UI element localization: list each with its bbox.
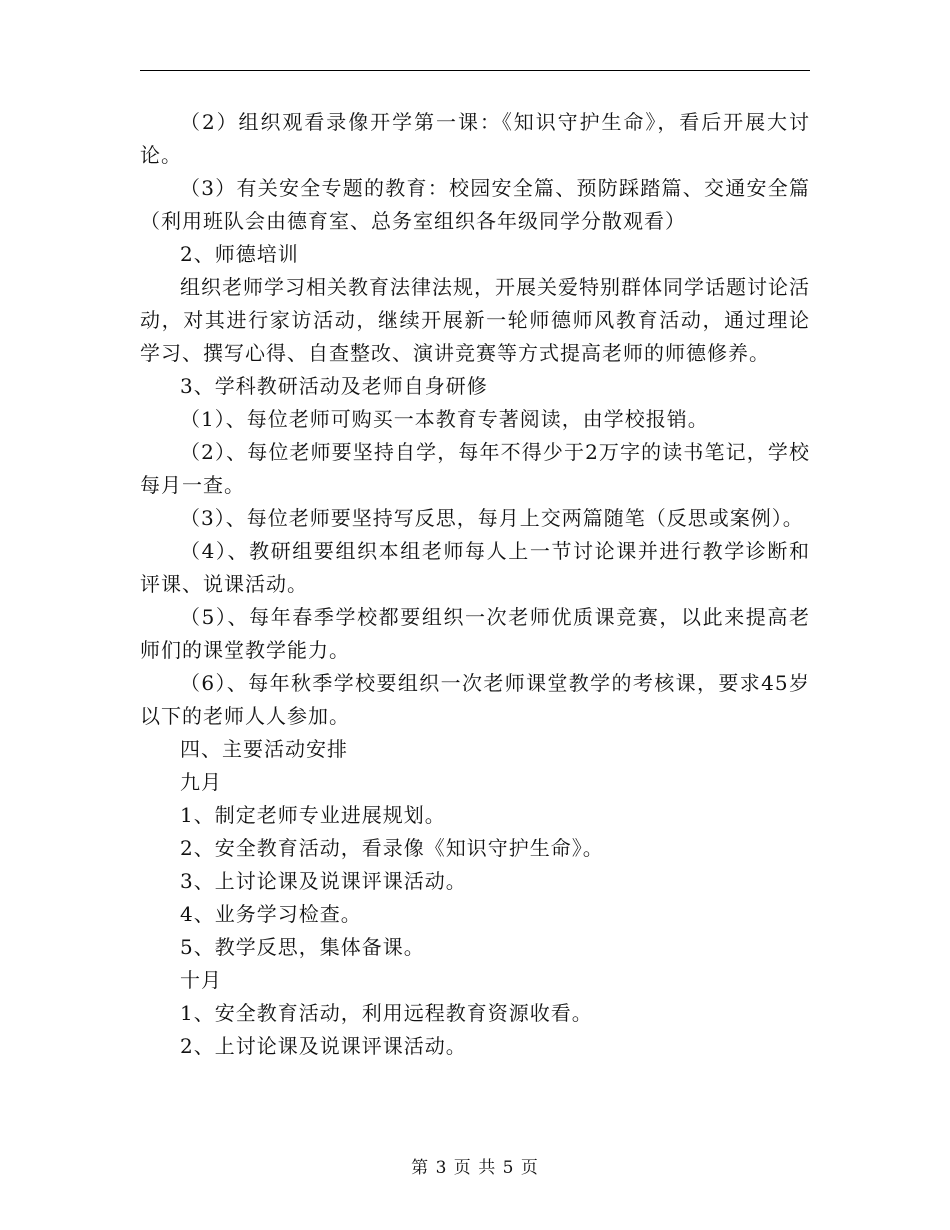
list-item: 3、上讨论课及说课评课活动。 (180, 869, 467, 893)
paragraph: （3）、每位老师要坚持写反思，每月上交两篇随笔（反思或案例）。 (180, 506, 804, 530)
month-heading: 十月 (180, 968, 222, 992)
list-item: 2、上讨论课及说课评课活动。 (180, 1034, 467, 1058)
page-number-footer: 第 3 页 共 5 页 (411, 1158, 539, 1178)
list-item: 2、安全教育活动，看录像《知识守护生命》。 (180, 836, 604, 860)
paragraph: （5）、每年春季学校都要组织一次老师优质课竞赛，以此来提高老师们的课堂教学能力。 (140, 605, 810, 662)
list-item: 1、制定老师专业进展规划。 (180, 803, 446, 827)
paragraph: （3）有关安全专题的教育：校园安全篇、预防踩踏篇、交通安全篇（利用班队会由德育室、总务室组织各年级同学分散观看） (140, 176, 810, 233)
paragraph: （4）、教研组要组织本组老师每人上一节讨论课并进行教学诊断和评课、说课活动。 (140, 539, 810, 596)
list-item: 1、安全教育活动，利用远程教育资源收看。 (180, 1001, 593, 1025)
section-heading: 2、师德培训 (180, 242, 299, 266)
document-body (140, 106, 810, 1063)
header-rule (140, 70, 810, 71)
list-item: 4、业务学习检查。 (180, 902, 362, 926)
paragraph: （2）组织观看录像开学第一课：《知识守护生命》，看后开展大讨论。 (140, 110, 810, 167)
section-heading: 3、学科教研活动及老师自身研修 (180, 374, 488, 398)
paragraph: （2）、每位老师要坚持自学，每年不得少于2万字的读书笔记，学校每月一查。 (140, 440, 810, 497)
month-heading: 九月 (180, 770, 222, 794)
section-heading: 四、主要活动安排 (180, 737, 348, 761)
paragraph: 组织老师学习相关教育法律法规，开展关爱特别群体同学话题讨论活动，对其进行家访活动，继续开展新一轮师德师风教育活动，通过理论学习、撰写心得、自查整改、演讲竞赛等方式提高老师的师德修养。 (140, 275, 810, 365)
paragraph: （6）、每年秋季学校要组织一次老师课堂教学的考核课，要求45岁以下的老师人人参加。 (140, 671, 810, 728)
paragraph: （1）、每位老师可购买一本教育专著阅读，由学校报销。 (180, 407, 709, 431)
list-item: 5、教学反思，集体备课。 (180, 935, 425, 959)
